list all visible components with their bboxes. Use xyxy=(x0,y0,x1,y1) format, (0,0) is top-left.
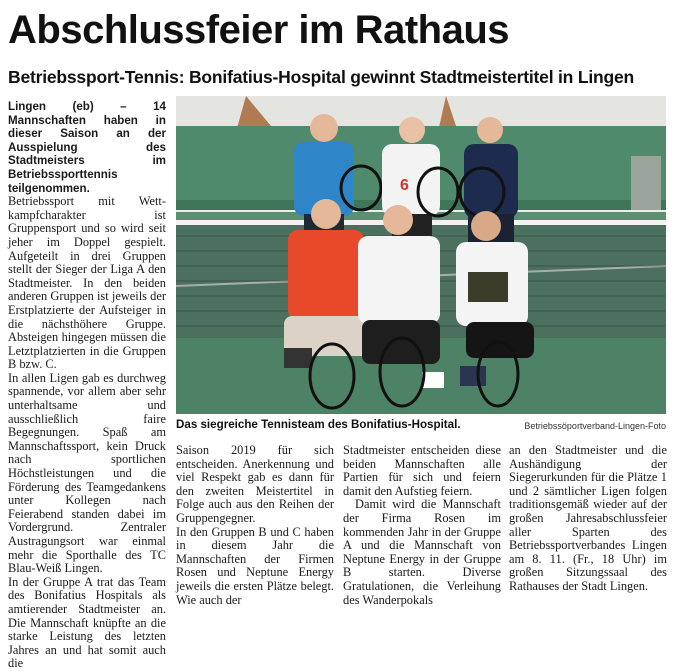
body-paragraph: In der Gruppe A trat das Team des Bonifatius Hospitals als amtierender Stadtmeister an. Die Mannschaft knüpfte an die starke Leistung des letzten Jahres an und hat somit auch die xyxy=(8,574,166,671)
text-column-2 xyxy=(176,443,334,607)
body-paragraph: an den Stadtmeister und die Aushändigung der Siegerurkunden für die Plätze 1 und 2 sämtlicher Ligen folgen traditionsgemäß wieder auf der großen Jahresabschlussfeier aller Sparten des Betriebssportverbandes Lingen am 8. 11. (Fr., 18 Uhr) im großen Sitzungssaal des Rathauses der Stadt Lingen. xyxy=(509,443,667,593)
text-column-4 xyxy=(509,444,667,600)
body-paragraph: Damit wird die Mannschaft der Firma Rosen im kommenden Jahr in der Gruppe A und die Mannschaft von Neptune Energy in der Gruppe B starten. Diverse Gratulationen, die Verleihung des Wanderpokals xyxy=(343,497,501,607)
body-paragraph: Betriebssport mit Wett-kampfcharakter ist Gruppensport und so wird seit jeher im Doppel gespielt. Aufgeteilt in drei Gruppen stellt der Sieger der Liga A den Stadtmeister. In den beiden anderen Gruppen ist jeweils der Erstplatzierte der Aufsteiger in die nächsthöhere Gruppe. Absteigen hingegen müssen die Letztplatzierten in die Gruppen B bzw. C. xyxy=(8,194,166,372)
text-column-3 xyxy=(343,443,501,607)
subheadline: Betriebssport-Tennis: Bonifatius-Hospital gewinnt Stadtmeistertitel in Lingen xyxy=(8,67,634,87)
photo-caption: Das siegreiche Tennisteam des Bonifatius-Hospital. xyxy=(176,418,461,431)
body-paragraph: Stadtmeister entscheiden diese beiden Mannschaften alle Partien für sich und feiern damit den Aufstieg feiern. xyxy=(343,443,501,498)
shirt-number: 6 xyxy=(400,177,409,194)
text-column-1 xyxy=(8,100,166,671)
photo-credit: Betriebssöportverband-Lingen-Foto xyxy=(524,421,666,431)
body-paragraph: In den Gruppen B und C haben in diesem Jahr die Mannschaften der Firmen Rosen und Neptune Energy jeweils die ersten Plätze belegt. Wie auch der xyxy=(176,524,334,607)
body-paragraph: In allen Ligen gab es durchweg spannende, vor allem aber sehr unterhaltsame und ausschließlich faire Begegnungen. Spaß am Mannschaftssport, kein Druck nach sportlichen Höchstleistungen und die Förderung des Teamgedankens unter Kollegen nach Feierabend standen dabei im Vordergrund. Zentraler Austragungsort war einmal mehr die Sporthalle des TC Blau-Weiß Lingen. xyxy=(8,370,166,576)
body-paragraph: Saison 2019 für sich entscheiden. Anerkennung und viel Respekt gab es dann für den zweiten Meistertitel in Folge auch aus den Reihen der Gruppengegner. xyxy=(176,443,334,525)
headline: Abschlussfeier im Rathaus xyxy=(8,8,509,52)
lead-paragraph: Lingen (eb) – 14 Mannschaften haben in dieser Saison an der Ausspielung des Stadtmeisters im Betriebssporttennis teilgenommen. xyxy=(8,100,166,195)
team-photo xyxy=(176,96,666,414)
